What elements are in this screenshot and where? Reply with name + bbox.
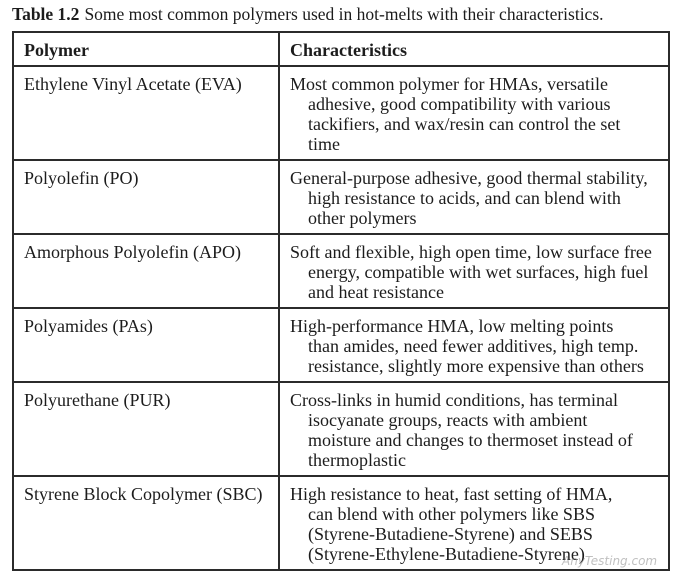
header-characteristics: Characteristics <box>279 32 669 66</box>
characteristics-line: isocyanate groups, reacts with ambient <box>308 410 588 430</box>
table-row <box>13 160 669 234</box>
table-row <box>13 476 669 570</box>
characteristics-line: General-purpose adhesive, good thermal stability, <box>290 168 648 188</box>
characteristics-line: and heat resistance <box>308 282 444 302</box>
table-caption-label: Table 1.2 <box>12 4 80 24</box>
characteristics-line: other polymers <box>308 208 417 228</box>
characteristics-line: time <box>308 134 340 154</box>
characteristics-cell <box>279 476 669 570</box>
characteristics-cell <box>279 160 669 234</box>
table-row <box>13 308 669 382</box>
characteristics-line: high resistance to acids, and can blend with <box>308 188 621 208</box>
table-header-row <box>13 32 669 66</box>
characteristics-line: (Styrene-Ethylene-Butadiene-Styrene) <box>308 544 585 564</box>
polymer-cell: Polyamides (PAs) <box>13 308 279 382</box>
polymer-cell: Styrene Block Copolymer (SBC) <box>13 476 279 570</box>
characteristics-line: energy, compatible with wet surfaces, high fuel <box>308 262 649 282</box>
characteristics-line: resistance, slightly more expensive than others <box>308 356 644 376</box>
table-caption-text: Some most common polymers used in hot-melts with their characteristics. <box>84 4 604 24</box>
table-caption <box>12 4 672 24</box>
characteristics-line: than amides, need fewer additives, high temp. <box>308 336 639 356</box>
characteristics-line: High-performance HMA, low melting points <box>290 316 614 336</box>
characteristics-line: Most common polymer for HMAs, versatile <box>290 74 608 94</box>
characteristics-line: moisture and changes to thermoset instead of <box>308 430 633 450</box>
table-row <box>13 66 669 160</box>
table-row <box>13 234 669 308</box>
characteristics-line: Soft and flexible, high open time, low surface free <box>290 242 652 262</box>
characteristics-line: adhesive, good compatibility with various <box>308 94 611 114</box>
polymers-table <box>12 31 670 571</box>
characteristics-cell <box>279 234 669 308</box>
characteristics-line: Cross-links in humid conditions, has terminal <box>290 390 618 410</box>
characteristics-cell <box>279 66 669 160</box>
characteristics-cell <box>279 382 669 476</box>
characteristics-cell <box>279 308 669 382</box>
polymer-cell: Ethylene Vinyl Acetate (EVA) <box>13 66 279 160</box>
polymer-cell: Polyurethane (PUR) <box>13 382 279 476</box>
characteristics-line: (Styrene-Butadiene-Styrene) and SEBS <box>308 524 593 544</box>
characteristics-line: High resistance to heat, fast setting of HMA, <box>290 484 613 504</box>
watermark: AnyTesting.com <box>562 554 658 568</box>
polymer-cell: Amorphous Polyolefin (APO) <box>13 234 279 308</box>
characteristics-line: can blend with other polymers like SBS <box>308 504 595 524</box>
header-polymer: Polymer <box>13 32 279 66</box>
table-row <box>13 382 669 476</box>
characteristics-line: thermoplastic <box>308 450 406 470</box>
polymer-cell: Polyolefin (PO) <box>13 160 279 234</box>
characteristics-line: tackifiers, and wax/resin can control the set <box>308 114 621 134</box>
